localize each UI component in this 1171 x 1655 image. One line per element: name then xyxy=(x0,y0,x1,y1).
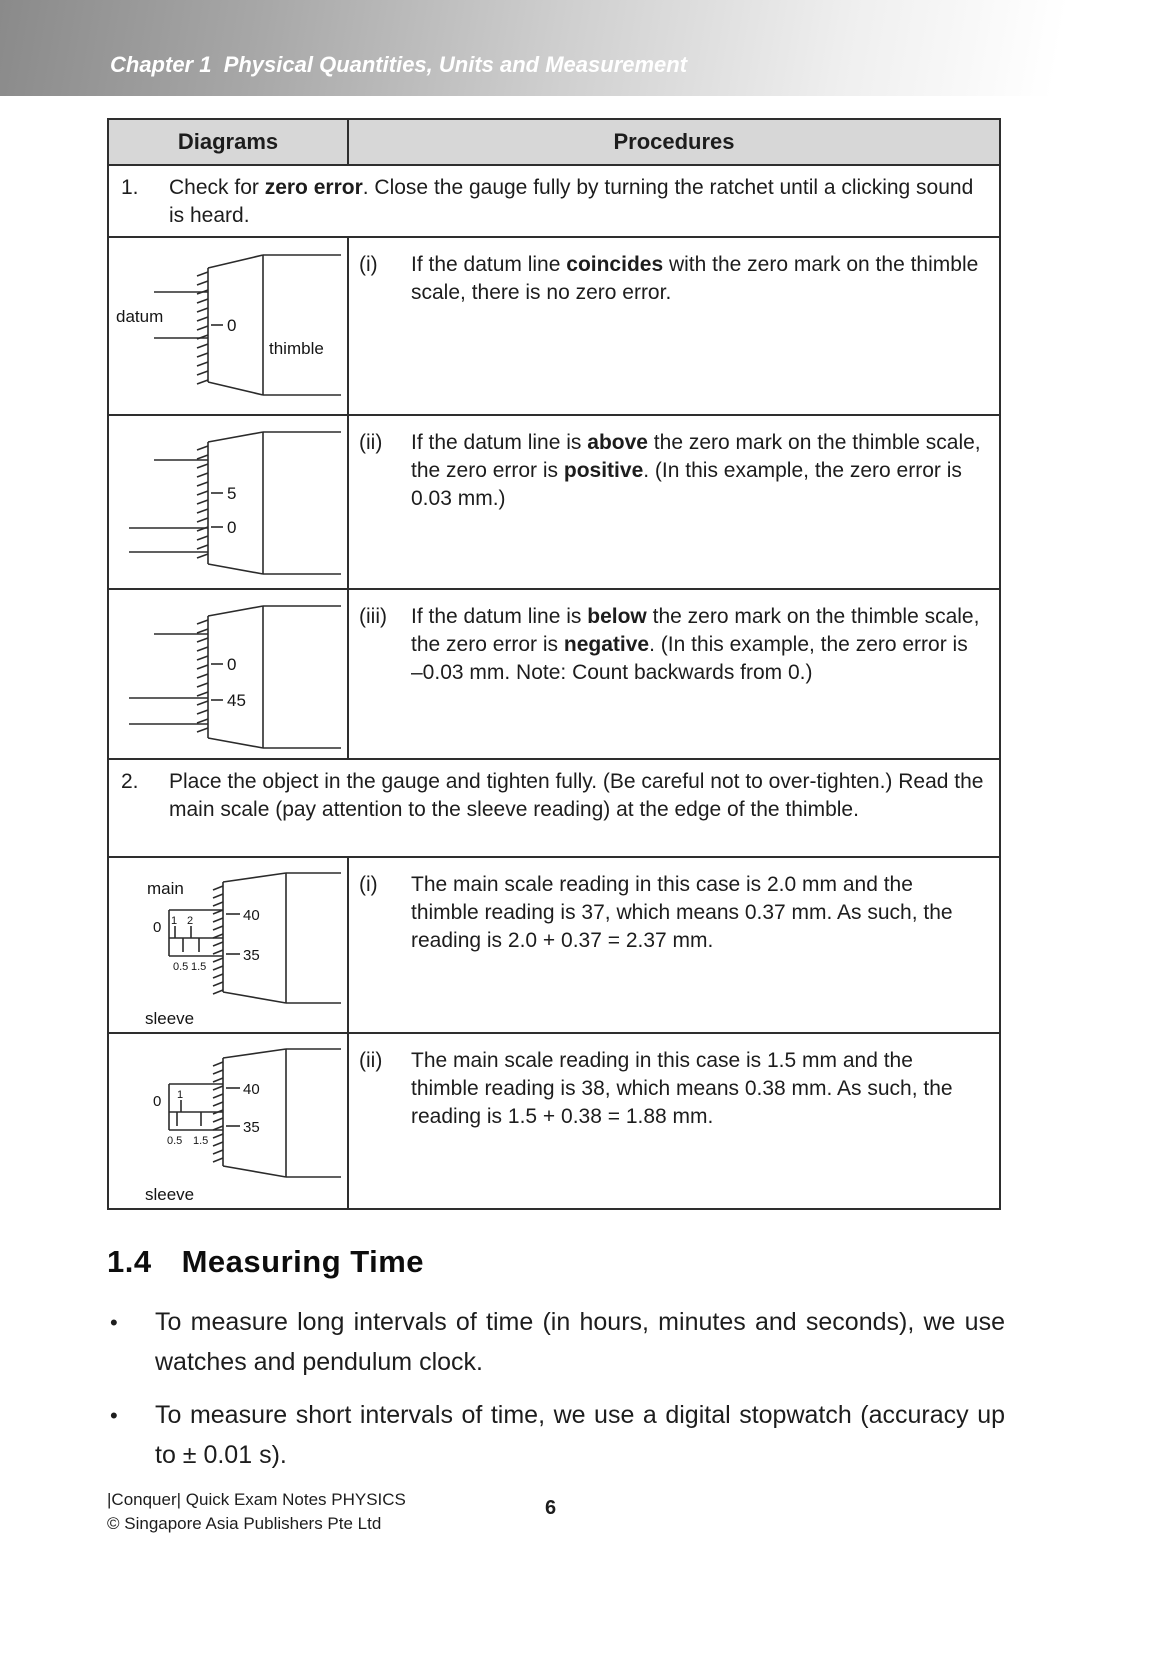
bullet-text: To measure long intervals of time (in hours, minutes and seconds), we use watches and pendulum clock. xyxy=(155,1308,1005,1376)
zero-error-negative-row xyxy=(108,589,1000,759)
onehalf-mm-label: 1.5 xyxy=(191,960,207,973)
reading-188-row xyxy=(108,1033,1000,1209)
bullet-text: To measure short intervals of time, we use a digital stopwatch (accuracy up to ± 0.01 s). xyxy=(155,1401,1005,1469)
page-number: 6 xyxy=(545,1497,557,1519)
bold-part: coincides xyxy=(566,252,664,276)
item-marker: (ii) xyxy=(359,430,383,454)
thimble-scale-hatch xyxy=(197,272,208,384)
diagram-cell-positive-error xyxy=(108,415,348,589)
procedures-table xyxy=(107,118,1001,1210)
micrometer-no-zero-error-diagram xyxy=(111,252,346,404)
chapter-title: Chapter 1 Physical Quantities, Units and Measurement xyxy=(110,52,688,77)
bold-part: negative xyxy=(563,632,650,656)
diagram-cell-negative-error xyxy=(108,589,348,759)
zero-error-none-row xyxy=(108,237,1000,415)
step-2-cell xyxy=(108,759,1000,857)
sleeve-lines xyxy=(129,460,208,552)
procedure-cell-reading-237 xyxy=(348,857,1000,1033)
item-marker: (ii) xyxy=(359,1048,383,1072)
bold-part: above xyxy=(587,430,648,454)
step-1-bold: zero error xyxy=(264,176,363,199)
main-one-label: 1 xyxy=(177,1088,184,1101)
step-1-text xyxy=(169,174,985,230)
item-marker: (i) xyxy=(359,872,378,896)
diagram-cell-no-zero-error xyxy=(108,237,348,415)
thimble-outline xyxy=(223,1049,341,1177)
text-part: If the datum line is xyxy=(411,604,588,628)
footer-line-2: © Singapore Asia Publishers Pte Ltd xyxy=(107,1513,382,1533)
step-1-text-part: Check for xyxy=(169,176,265,199)
zero-mark-label: 0 xyxy=(227,654,237,674)
step-1-cell xyxy=(108,165,1000,237)
zero-mark-label: 0 xyxy=(227,315,237,335)
footer-line-1: |Conquer| Quick Exam Notes PHYSICS xyxy=(107,1490,406,1509)
main-scale-ticks xyxy=(175,926,199,952)
half-mm-label: 0.5 xyxy=(173,960,189,973)
item-text: The main scale reading in this case is 2.0 mm and the thimble reading is 37, which means 0.37 mm. As such, the reading is 2.0 + 0.37 = 2.37 mm. xyxy=(411,872,953,952)
item-marker: (i) xyxy=(359,252,378,276)
main-two-label: 2 xyxy=(187,914,194,927)
section-heading xyxy=(107,1244,424,1280)
text-part: the zero mark on the thimble scale, the zero error is xyxy=(411,604,980,656)
main-scale-ticks xyxy=(177,1100,201,1126)
bold-part: below xyxy=(587,604,647,628)
section-number: 1.4 xyxy=(107,1244,152,1279)
thimble-scale-hatch xyxy=(197,620,208,732)
text-part: If the datum line is xyxy=(411,430,588,454)
thimble-label: thimble xyxy=(269,338,324,358)
half-mm-label: 0.5 xyxy=(167,1134,183,1147)
item-marker: (iii) xyxy=(359,604,387,628)
zero-mark-label: 0 xyxy=(227,517,237,537)
text-part: . (In this example, the zero error is –0.03 mm. Note: Count backwards from 0.) xyxy=(411,632,968,684)
item-text: The main scale reading in this case is 1.5 mm and the thimble reading is 38, which means 0.38 mm. As such, the reading is 1.5 + 0.38 = 1.88 mm. xyxy=(411,1048,953,1128)
micrometer-negative-error-diagram xyxy=(111,604,346,754)
five-mark-label: 5 xyxy=(227,483,237,503)
sleeve-label: sleeve xyxy=(145,1008,195,1028)
step-2-row xyxy=(108,759,1000,857)
step-1-row xyxy=(108,165,1000,237)
onehalf-mm-label: 1.5 xyxy=(193,1134,209,1147)
step-2-text: Place the object in the gauge and tighten fully. (Be careful not to over-tighten.) Read the main scale (pay attention to the sleeve reading) at the edge of the thimble. xyxy=(169,769,984,821)
datum-label: datum xyxy=(116,306,164,326)
sleeve-label: sleeve xyxy=(145,1184,195,1204)
micrometer-reading-237-diagram xyxy=(111,872,346,1030)
text-part: . (In this example, the zero error is 0.03 mm.) xyxy=(411,458,962,510)
bullet-list xyxy=(110,1302,1005,1488)
step-2-number: 2. xyxy=(121,769,139,793)
header-band xyxy=(0,0,1171,96)
text-part: If the datum line xyxy=(411,252,567,276)
thirtyfive-label: 35 xyxy=(243,1118,260,1136)
diagram-cell-reading-237 xyxy=(108,857,348,1033)
forty-label: 40 xyxy=(243,906,260,924)
procedure-cell-reading-188 xyxy=(348,1033,1000,1209)
main-one-label: 1 xyxy=(171,914,178,927)
bold-part: positive xyxy=(563,458,644,482)
fortyfive-mark-label: 45 xyxy=(227,690,246,710)
main-scale-label: main xyxy=(147,878,184,898)
reading-237-row xyxy=(108,857,1000,1033)
bullet-item xyxy=(110,1395,1005,1475)
step-1-text-part: . Close the gauge fully by turning the ratchet until a clicking sound is heard. xyxy=(169,176,974,227)
item-text xyxy=(411,429,985,513)
zero-error-positive-row xyxy=(108,415,1000,589)
thimble-outline xyxy=(208,606,341,748)
thirtyfive-label: 35 xyxy=(243,946,260,964)
table-header-diagrams: Diagrams xyxy=(108,119,348,165)
main-zero-label: 0 xyxy=(153,918,162,936)
section-title: Measuring Time xyxy=(181,1244,425,1279)
footer-imprint xyxy=(107,1488,406,1536)
thimble-outline xyxy=(208,432,341,574)
procedure-cell-no-zero-error xyxy=(348,237,1000,415)
text-part: with the zero mark on the thimble scale, there is no zero error. xyxy=(411,252,979,304)
item-text xyxy=(411,251,985,307)
bullet-item xyxy=(110,1302,1005,1382)
step-1-number: 1. xyxy=(121,176,139,199)
forty-label: 40 xyxy=(243,1080,260,1098)
micrometer-reading-188-diagram xyxy=(111,1048,346,1206)
diagram-cell-reading-188 xyxy=(108,1033,348,1209)
sleeve-lines xyxy=(129,634,208,724)
main-zero-label: 0 xyxy=(153,1092,162,1110)
text-part: the zero mark on the thimble scale, the zero error is xyxy=(411,430,981,482)
table-header-procedures: Procedures xyxy=(348,119,1000,165)
table-header-row xyxy=(108,119,1000,165)
thimble-scale-hatch xyxy=(197,446,208,558)
procedure-cell-positive-error xyxy=(348,415,1000,589)
thimble-outline xyxy=(223,873,341,1003)
micrometer-positive-error-diagram xyxy=(111,430,346,580)
item-text xyxy=(411,603,985,687)
procedure-cell-negative-error xyxy=(348,589,1000,759)
bullet-marker: • xyxy=(110,1310,118,1335)
thimble-scale-hatch xyxy=(213,886,223,994)
bullet-marker: • xyxy=(110,1403,118,1428)
